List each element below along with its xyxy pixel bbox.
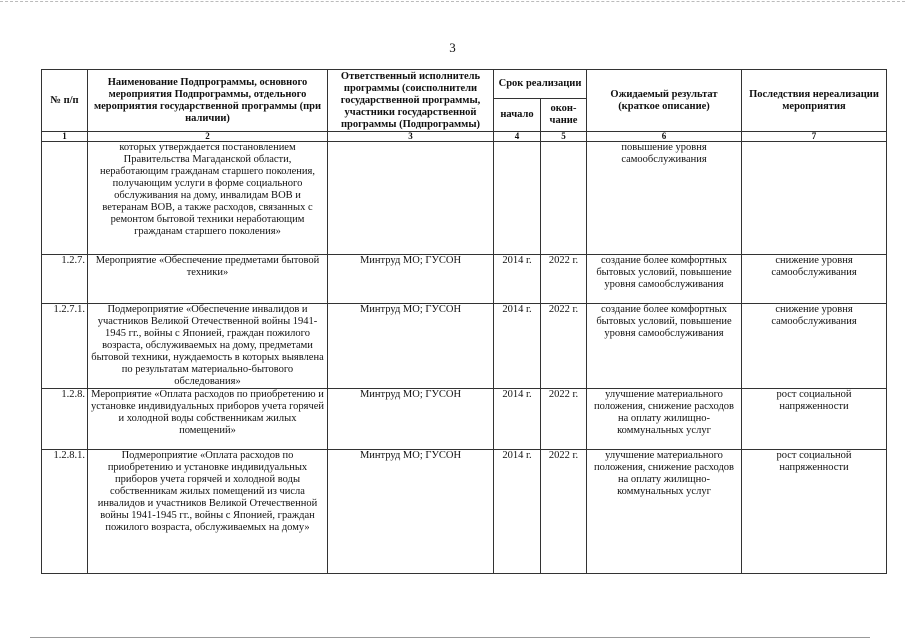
table-row	[42, 450, 887, 574]
column-number: 3	[328, 132, 494, 142]
row-end: 2022 г.	[541, 389, 587, 450]
column-number: 4	[494, 132, 541, 142]
table-row	[42, 142, 887, 255]
row-start: 2014 г.	[494, 304, 541, 389]
row-number: 1.2.7.1.	[42, 304, 88, 389]
row-start: 2014 г.	[494, 450, 541, 574]
row-end: 2022 г.	[541, 255, 587, 304]
header-term: Срок реализации	[494, 70, 587, 99]
row-start	[494, 142, 541, 255]
column-number: 5	[541, 132, 587, 142]
column-number: 2	[88, 132, 328, 142]
row-name: Мероприятие «Оплата расходов по приобретению и установке индивидуальных приборов учета горячей и холодной воды собственникам жилых помещений»	[88, 389, 328, 450]
header-start: начало	[494, 99, 541, 132]
row-start: 2014 г.	[494, 255, 541, 304]
page-number: 3	[449, 40, 456, 55]
row-number: 1.2.8.	[42, 389, 88, 450]
row-consequences	[742, 142, 887, 255]
row-name: Подмероприятие «Оплата расходов по приобретению и установке индивидуальных приборов учета горячей и холодной воды собственникам жилых помещений из числа инвалидов и участников Великой Отечественной войны 1941-1945 гг., войны с Японией, граждан пожилого возраста, обслуживаемых на дому»	[88, 450, 328, 574]
row-end	[541, 142, 587, 255]
table-row	[42, 304, 887, 389]
header-number: № п/п	[42, 70, 88, 132]
header-result: Ожидаемый результат (краткое описание)	[587, 70, 742, 132]
program-activities-table	[41, 69, 887, 574]
row-executor: Минтруд МО; ГУСОН	[328, 255, 494, 304]
bottom-scan-edge	[30, 637, 870, 638]
table-row	[42, 255, 887, 304]
row-executor: Минтруд МО; ГУСОН	[328, 450, 494, 574]
row-name: которых утверждается постановлением Правительства Магаданской области, неработающим гражданам старшего поколения, получающим услуги в форме социального обслуживания на дому, инвалидам ВОВ и ветеранам ВОВ, а также расходов, связанных с ремонтом бытовой техники неработающим гражданам старшего поколения»	[88, 142, 328, 255]
row-number	[42, 142, 88, 255]
row-result: повышение уровня самообслуживания	[587, 142, 742, 255]
top-scan-edge	[0, 1, 905, 2]
column-number: 7	[742, 132, 887, 142]
row-start: 2014 г.	[494, 389, 541, 450]
row-number: 1.2.8.1.	[42, 450, 88, 574]
row-executor: Минтруд МО; ГУСОН	[328, 389, 494, 450]
row-result: создание более комфортных бытовых условий, повышение уровня самообслуживания	[587, 255, 742, 304]
row-number: 1.2.7.	[42, 255, 88, 304]
row-name: Мероприятие «Обеспечение предметами бытовой техники»	[88, 255, 328, 304]
row-result: создание более комфортных бытовых условий, повышение уровня самообслуживания	[587, 304, 742, 389]
row-end: 2022 г.	[541, 450, 587, 574]
row-result: улучшение материального положения, снижение расходов на оплату жилищно-коммунальных услуг	[587, 450, 742, 574]
column-number-row	[42, 132, 887, 142]
row-consequences: снижение уровня самообслуживания	[742, 304, 887, 389]
header-consequences: Последствия нереализации мероприятия	[742, 70, 887, 132]
row-consequences: снижение уровня самообслуживания	[742, 255, 887, 304]
column-number: 1	[42, 132, 88, 142]
row-consequences: рост социальной напряженности	[742, 450, 887, 574]
row-executor: Минтруд МО; ГУСОН	[328, 304, 494, 389]
row-consequences: рост социальной напряженности	[742, 389, 887, 450]
header-end: окон-чание	[541, 99, 587, 132]
row-executor	[328, 142, 494, 255]
header-name: Наименование Подпрограммы, основного мероприятия Подпрограммы, отдельного мероприятия государственной программы (при наличии)	[88, 70, 328, 132]
row-end: 2022 г.	[541, 304, 587, 389]
row-result: улучшение материального положения, снижение расходов на оплату жилищно-коммунальных услуг	[587, 389, 742, 450]
table-row	[42, 389, 887, 450]
row-name: Подмероприятие «Обеспечение инвалидов и участников Великой Отечественной войны 1941-1945 гг., войны с Японией, граждан пожилого возраста, обслуживаемых на дому, предметами бытовой техники, нуждаемость в которых выявлена по результатам материально-бытового обследования»	[88, 304, 328, 389]
column-number: 6	[587, 132, 742, 142]
header-executor: Ответственный исполнитель программы (соисполнители государственной программы, участники государственной программы (Подпрограммы)	[328, 70, 494, 132]
